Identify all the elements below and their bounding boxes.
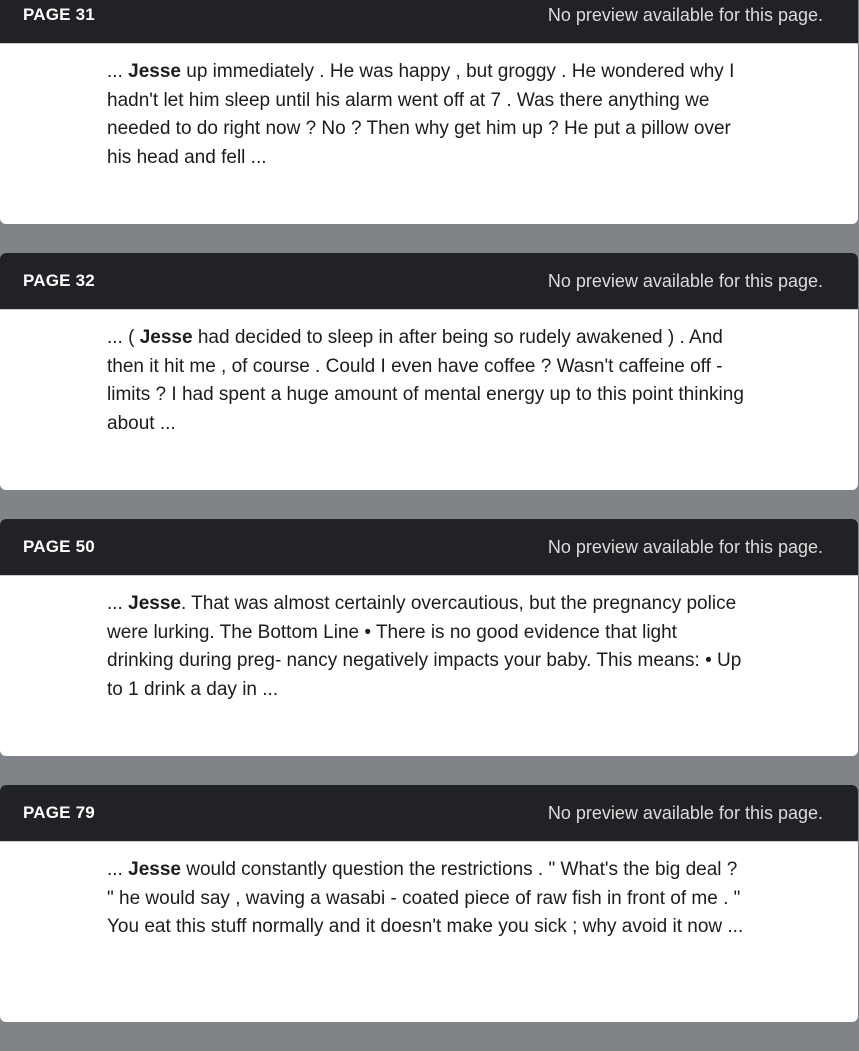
snippet-highlight: Jesse xyxy=(128,61,181,82)
snippet-text: would constantly question the restrictions . " What's the big deal ? " he would say , waving a wasabi - coated piece of raw fish in front of me . " You eat this stuff normally and it doesn't make you sick ; why avoid it now ... xyxy=(107,859,744,938)
snippet-prefix: ... xyxy=(107,61,129,82)
result-header xyxy=(0,253,858,310)
no-preview-label: No preview available for this page. xyxy=(547,536,823,557)
result-card[interactable] xyxy=(0,253,858,490)
result-snippet xyxy=(0,576,858,756)
result-header xyxy=(0,0,858,44)
result-snippet xyxy=(0,44,858,224)
snippet-text: . That was almost certainly overcautious, but the pregnancy police were lurking. The Bottom Line • There is no good evidence that light drinking during preg- nancy negatively impacts your baby. This means: • Up to 1 drink a day in ... xyxy=(107,593,742,700)
snippet-prefix: ... xyxy=(107,859,129,880)
snippet-prefix: ... ( xyxy=(107,327,140,348)
page-number: PAGE 50 xyxy=(23,537,95,556)
page-number: PAGE 32 xyxy=(23,271,95,290)
no-preview-label: No preview available for this page. xyxy=(547,4,823,25)
result-card[interactable] xyxy=(0,519,858,756)
snippet-highlight: Jesse xyxy=(139,327,193,348)
no-preview-label: No preview available for this page. xyxy=(547,802,823,823)
result-snippet xyxy=(0,310,858,490)
snippet-highlight: Jesse xyxy=(128,593,181,614)
no-preview-label: No preview available for this page. xyxy=(547,270,823,291)
page-number: PAGE 31 xyxy=(23,5,95,24)
snippet-text: had decided to sleep in after being so rudely awakened ) . And then it hit me , of course . Could I even have coffee ? Wasn't caffeine off - limits ? I had spent a huge amount of mental energy up to this point thinking about ... xyxy=(107,327,744,434)
result-snippet xyxy=(0,842,858,1022)
page-number: PAGE 79 xyxy=(23,803,95,822)
result-card[interactable] xyxy=(0,0,858,224)
snippet-prefix: ... xyxy=(107,593,129,614)
result-header xyxy=(0,785,858,842)
snippet-highlight: Jesse xyxy=(128,859,181,880)
result-header xyxy=(0,519,858,576)
result-card[interactable] xyxy=(0,785,858,1022)
snippet-text: up immediately . He was happy , but groggy . He wondered why I hadn't let him sleep until his alarm went off at 7 . Was there anything we needed to do right now ? No ? Then why get him up ? He put a pillow over his head and fell ... xyxy=(107,61,735,168)
